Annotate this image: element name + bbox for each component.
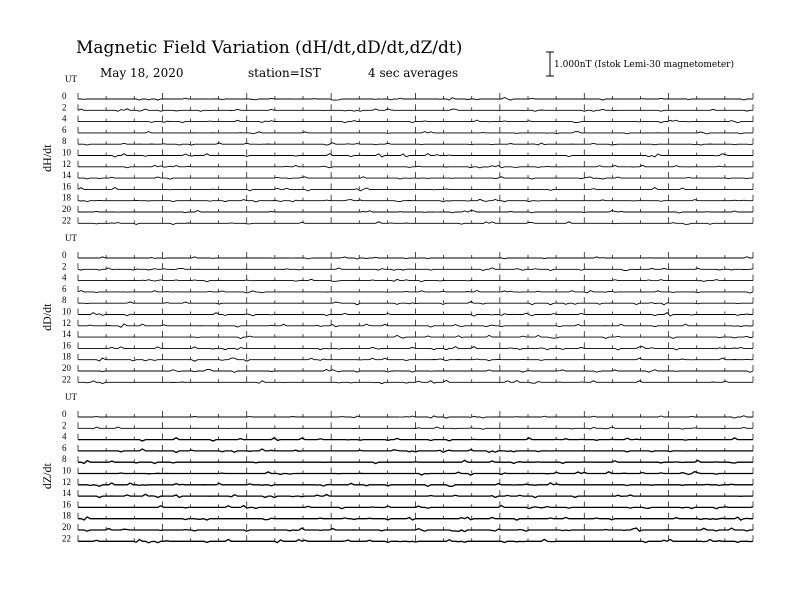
- trace-row: [62, 295, 753, 305]
- trace-row: [62, 318, 753, 328]
- trace-row: [62, 250, 753, 260]
- panel-dd-dt: [40, 233, 753, 384]
- trace-row: [62, 340, 753, 350]
- ut-axis-label: UT: [65, 74, 77, 84]
- tick-label: 18: [62, 192, 71, 203]
- scale-bar-label: 1.000nT (Istok Lemi-30 magnetometer): [554, 60, 734, 70]
- trace-row: [62, 511, 753, 521]
- trace-row: [62, 352, 753, 362]
- ut-axis-label: UT: [65, 392, 77, 402]
- panel-dh-dt: [40, 74, 753, 225]
- trace-row: [62, 443, 753, 453]
- tick-label: 2: [62, 261, 67, 272]
- trace-row: [62, 193, 753, 203]
- tick-label: 22: [62, 533, 71, 544]
- tick-label: 16: [62, 340, 71, 351]
- trace-row: [62, 454, 753, 464]
- scale-bar: [546, 52, 554, 76]
- tick-label: 22: [62, 374, 71, 385]
- y-axis-label: dH/dt: [40, 144, 54, 172]
- trace-row: [62, 136, 753, 146]
- trace-row: [62, 522, 753, 532]
- y-axis-label: dD/dt: [40, 303, 54, 331]
- tick-label: 8: [62, 136, 67, 147]
- tick-label: 2: [62, 420, 67, 431]
- tick-label: 0: [62, 250, 67, 260]
- tick-label: 20: [62, 363, 71, 373]
- tick-label: 4: [62, 431, 67, 442]
- tick-label: 18: [62, 510, 71, 521]
- trace-row: [62, 148, 753, 158]
- trace-row: [62, 170, 753, 180]
- tick-label: 10: [62, 306, 71, 317]
- tick-label: 20: [62, 522, 71, 532]
- date-label: May 18, 2020: [100, 66, 184, 80]
- station-label: station=IST: [248, 66, 321, 80]
- trace-row: [62, 374, 753, 384]
- y-axis-label: dZ/dt: [40, 463, 54, 490]
- trace-row: [62, 307, 753, 317]
- tick-label: 22: [62, 215, 71, 226]
- trace-row: [62, 91, 753, 101]
- tick-label: 12: [62, 158, 71, 169]
- tick-label: 6: [62, 283, 67, 294]
- trace-row: [62, 102, 753, 112]
- trace-row: [62, 477, 753, 487]
- trace-row: [62, 204, 753, 214]
- trace-row: [62, 284, 753, 294]
- tick-label: 14: [62, 329, 71, 340]
- tick-label: 16: [62, 181, 71, 192]
- trace-row: [62, 329, 753, 339]
- tick-label: 16: [62, 499, 71, 510]
- tick-label: 4: [62, 113, 67, 124]
- trace-row: [62, 499, 753, 509]
- trace-row: [62, 215, 753, 225]
- tick-label: 8: [62, 454, 67, 465]
- tick-label: 14: [62, 488, 71, 499]
- tick-label: 12: [62, 317, 71, 328]
- trace-row: [62, 466, 753, 476]
- tick-label: 12: [62, 476, 71, 487]
- trace-row: [62, 409, 753, 419]
- tick-label: 14: [62, 170, 71, 181]
- tick-label: 8: [62, 295, 67, 306]
- tick-label: 4: [62, 272, 67, 283]
- averaging-label: 4 sec averages: [368, 66, 459, 80]
- panel-dz-dt: [40, 392, 753, 543]
- tick-label: 2: [62, 102, 67, 113]
- trace-row: [62, 488, 753, 498]
- trace-row: [62, 181, 753, 191]
- trace-row: [62, 273, 753, 283]
- trace-row: [62, 363, 753, 373]
- tick-label: 6: [62, 442, 67, 453]
- tick-label: 20: [62, 204, 71, 214]
- tick-label: 10: [62, 465, 71, 476]
- tick-label: 0: [62, 91, 67, 101]
- trace-row: [62, 125, 753, 135]
- trace-row: [62, 159, 753, 169]
- chart-title: Magnetic Field Variation (dH/dt,dD/dt,dZ/dt): [76, 38, 463, 58]
- tick-label: 10: [62, 147, 71, 158]
- trace-row: [62, 261, 753, 271]
- tick-label: 6: [62, 124, 67, 135]
- trace-row: [62, 432, 753, 442]
- ut-axis-label: UT: [65, 233, 77, 243]
- tick-label: 18: [62, 351, 71, 362]
- tick-label: 0: [62, 409, 67, 419]
- trace-row: [62, 420, 753, 430]
- trace-row: [62, 114, 753, 124]
- trace-row: [62, 533, 753, 543]
